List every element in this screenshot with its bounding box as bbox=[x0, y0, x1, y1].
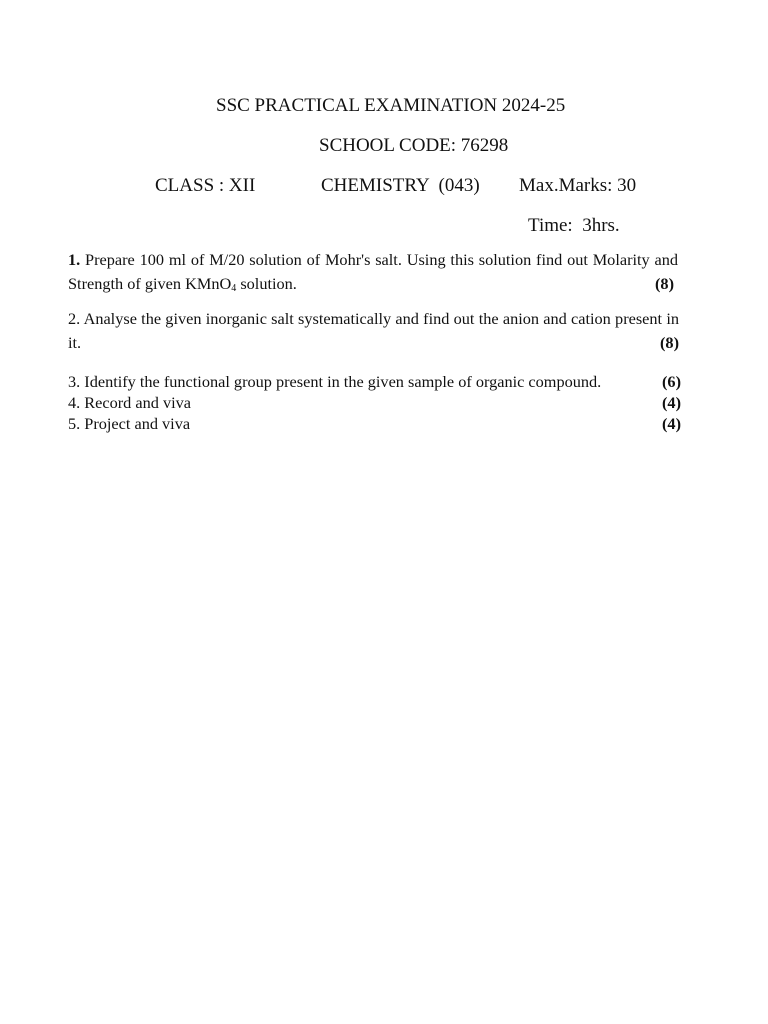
question-text: 2. Analyse the given inorganic salt systematically and find out the anion and cation present in it. bbox=[68, 309, 679, 352]
class-label: CLASS : XII bbox=[155, 175, 256, 196]
question-text: 4. Record and viva bbox=[68, 393, 191, 412]
question-3 bbox=[68, 371, 681, 392]
question-5 bbox=[68, 413, 681, 434]
question-text: 3. Identify the functional group present in the given sample of organic compound. bbox=[68, 372, 602, 391]
question-marks: (4) bbox=[662, 393, 681, 412]
question-marks: (8) bbox=[660, 333, 679, 352]
subject-label: CHEMISTRY (043) bbox=[321, 175, 480, 196]
question-marks: (6) bbox=[662, 372, 681, 391]
exam-title: SSC PRACTICAL EXAMINATION 2024-25 bbox=[216, 95, 566, 116]
question-2 bbox=[68, 307, 679, 355]
school-code: SCHOOL CODE: 76298 bbox=[319, 135, 509, 156]
max-marks: Max.Marks: 30 bbox=[519, 175, 637, 196]
question-4 bbox=[68, 392, 681, 413]
question-text: 5. Project and viva bbox=[68, 414, 191, 433]
exam-time: Time: 3hrs. bbox=[528, 215, 620, 236]
subscript-4: 4 bbox=[231, 283, 237, 294]
question-text-end: solution. bbox=[236, 274, 297, 293]
question-number: 1. bbox=[68, 250, 81, 269]
question-1 bbox=[68, 248, 678, 296]
question-text: Prepare 100 ml of M/20 solution of Mohr's salt. Using this solution find out Molarity and Strength of given KMnO bbox=[68, 250, 679, 293]
question-marks: (8) bbox=[655, 274, 674, 293]
question-marks: (4) bbox=[662, 414, 681, 433]
